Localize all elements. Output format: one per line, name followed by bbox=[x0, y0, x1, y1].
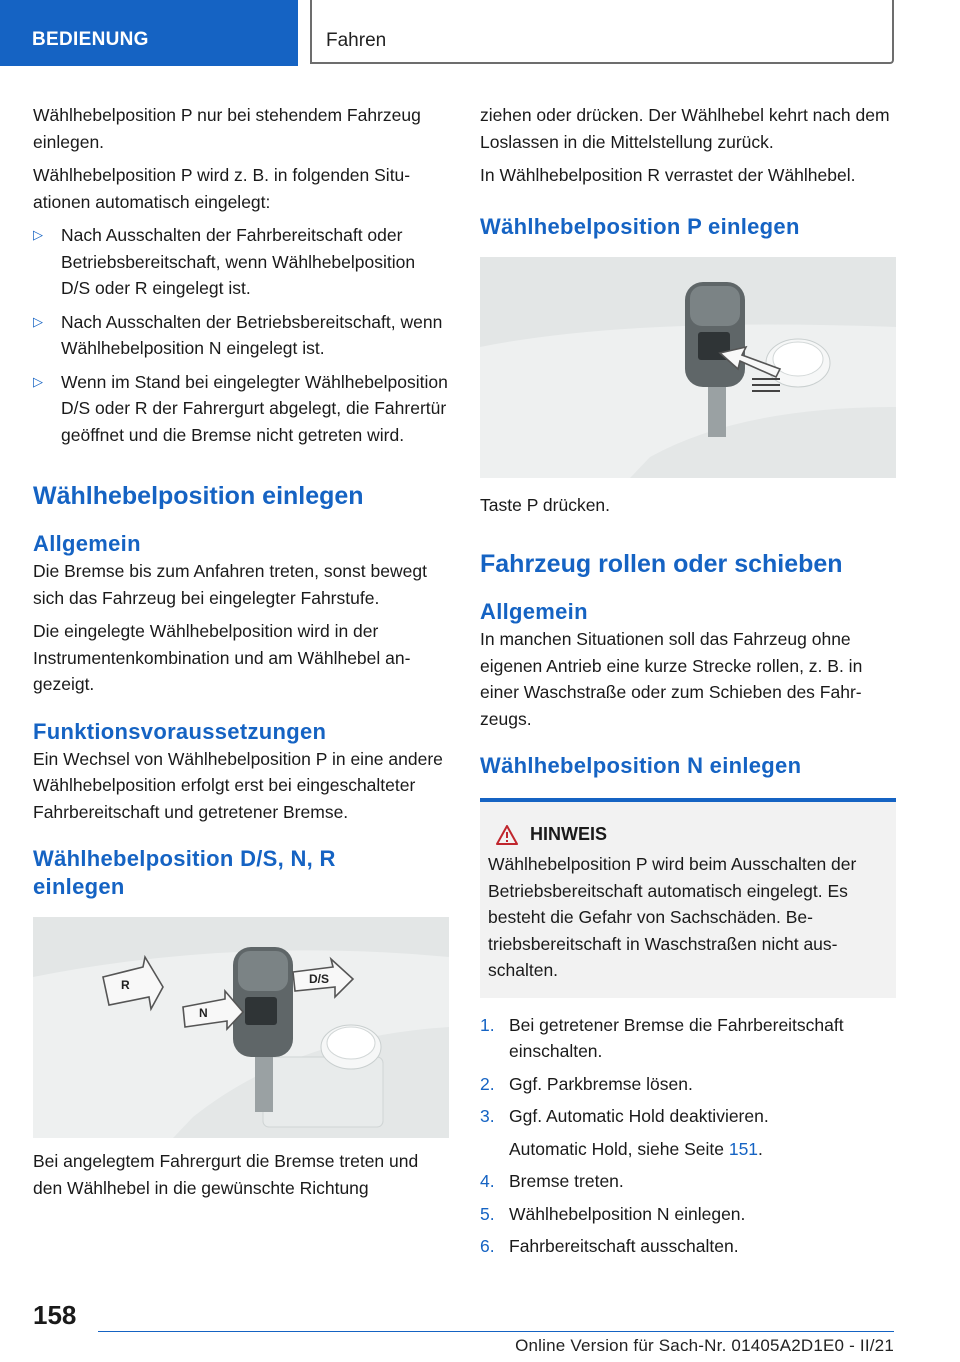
list-item: ▷ Wenn im Stand bei eingelegter Wählhebelposition D/S oder R der Fahrergurt abgelegt, die Fahrertür geöffnet und die Bremse nicht getreten wird. bbox=[33, 369, 449, 449]
heading-funktion: Funktionsvoraussetzungen bbox=[33, 718, 327, 744]
rollen-paragraph: In manchen Situationen soll das Fahrzeug ohne eigenen Antrieb eine kurze Strecke rollen, z. B. in einer Waschstraße oder zum Schieben des Fahrzeugs. bbox=[480, 629, 863, 729]
procedure-steps-continued bbox=[480, 1168, 896, 1260]
chapter-title: Fahren bbox=[310, 0, 894, 64]
gear-selector-figure-p bbox=[480, 257, 896, 478]
list-item: ▷ Nach Ausschalten der Betriebsbereitschaft, wenn Wählhebelposition N eingelegt ist. bbox=[33, 309, 449, 362]
notice-title: HINWEIS bbox=[530, 824, 608, 844]
allgemein-paragraph-1: Die Bremse bis zum Anfahren treten, sonst bewegt sich das Fahrzeug bei eingelegter Fahrstufe. bbox=[33, 561, 427, 608]
heading-allgemein: Allgemein bbox=[33, 531, 141, 556]
intro-paragraph-1: Wählhebelposition P nur bei stehendem Fahrzeug einlegen. bbox=[33, 105, 421, 152]
footer-divider bbox=[98, 1331, 894, 1332]
label-r: R bbox=[121, 978, 130, 992]
warning-triangle-icon bbox=[496, 825, 518, 845]
heading-n-einlegen: Wählhebelposition N einlegen bbox=[480, 753, 802, 778]
triangle-right-icon: ▷ bbox=[33, 227, 43, 242]
page-number: 158 bbox=[33, 1300, 77, 1330]
footer-version-text: Online Version für Sach-Nr. 01405A2D1E0 - II/21 bbox=[515, 1336, 894, 1355]
notice-text: Wählhebelposition P wird beim Ausschalten der Betriebsbereitschaft automatisch eingelegt. Es besteht die Gefahr von Sachschäden. Betriebsbereitschaft in Waschstraßen nicht ausschalten. bbox=[488, 854, 857, 980]
triangle-right-icon: ▷ bbox=[33, 313, 43, 329]
procedure-steps bbox=[480, 1012, 896, 1130]
label-n: N bbox=[199, 1006, 208, 1020]
list-item: 3. Ggf. Automatic Hold deaktivieren. bbox=[480, 1106, 769, 1126]
triangle-right-icon: ▷ bbox=[33, 373, 43, 389]
list-item: ▷ Nach Ausschalten der Fahrbereitschaft oder Betriebsbereitschaft, wenn Wählhebelposition D/S oder R eingelegt ist. bbox=[33, 222, 449, 302]
page-link-151[interactable]: 151 bbox=[728, 1138, 759, 1159]
section-tab: BEDIENUNG bbox=[0, 0, 298, 66]
intro-paragraph-2: Wählhebelposition P wird z. B. in folgenden Situationen automatisch eingelegt: bbox=[33, 165, 411, 212]
label-ds: D/S bbox=[309, 972, 330, 986]
heading-p-einlegen: Wählhebelposition P einlegen bbox=[480, 213, 800, 239]
funktion-paragraph: Ein Wechsel von Wählhebelposition P in eine andere Wählhebelposition erfolgt erst bei eingeschalteter Fahrbereitschaft und getretener Bremse. bbox=[33, 748, 443, 822]
allgemein-paragraph-2: Die eingelegte Wählhebelposition wird in der Instrumentenkombination und am Wählhebel angezeigt. bbox=[33, 621, 411, 694]
step-3-note: Automatic Hold, siehe Seite 151. bbox=[509, 1138, 763, 1159]
left-column bbox=[33, 102, 449, 1208]
list-item: 6. Fahrbereitschaft ausschalten. bbox=[480, 1236, 739, 1256]
figure-caption-p: Taste P drücken. bbox=[480, 494, 611, 515]
list-item: 1. Bei getretener Bremse die Fahrbereitschaft einschalten. bbox=[480, 1014, 844, 1061]
list-item: 2. Ggf. Parkbremse lösen. bbox=[480, 1073, 693, 1094]
continued-paragraph: ziehen oder drücken. Der Wählhebel kehrt nach dem Loslassen in die Mittelstellung zurück. bbox=[480, 105, 890, 152]
heading-allgemein-right: Allgemein bbox=[480, 599, 588, 624]
gear-selector-illustration bbox=[33, 917, 449, 1138]
right-column bbox=[480, 102, 896, 1266]
notice-box bbox=[480, 798, 896, 998]
list-item: 5. Wählhebelposition N einlegen. bbox=[480, 1203, 746, 1224]
heading-rollen: Fahrzeug rollen oder schieben bbox=[480, 550, 843, 578]
heading-dsnr: Wählhebelposition D/S, N, R einlegen bbox=[33, 846, 336, 899]
park-button-illustration bbox=[480, 257, 896, 478]
gear-selector-figure-dsnr bbox=[33, 917, 449, 1138]
r-lock-paragraph: In Wählhebelposition R verrastet der Wählhebel. bbox=[480, 165, 856, 185]
list-item: 4. Bremse treten. bbox=[480, 1171, 624, 1191]
figure-caption-dsnr: Bei angelegtem Fahrergurt die Bremse treten und den Wählhebel in die gewünschte Richtung bbox=[33, 1151, 419, 1198]
situation-list bbox=[33, 222, 449, 448]
heading-einlegen: Wählhebelposition einlegen bbox=[33, 482, 364, 510]
